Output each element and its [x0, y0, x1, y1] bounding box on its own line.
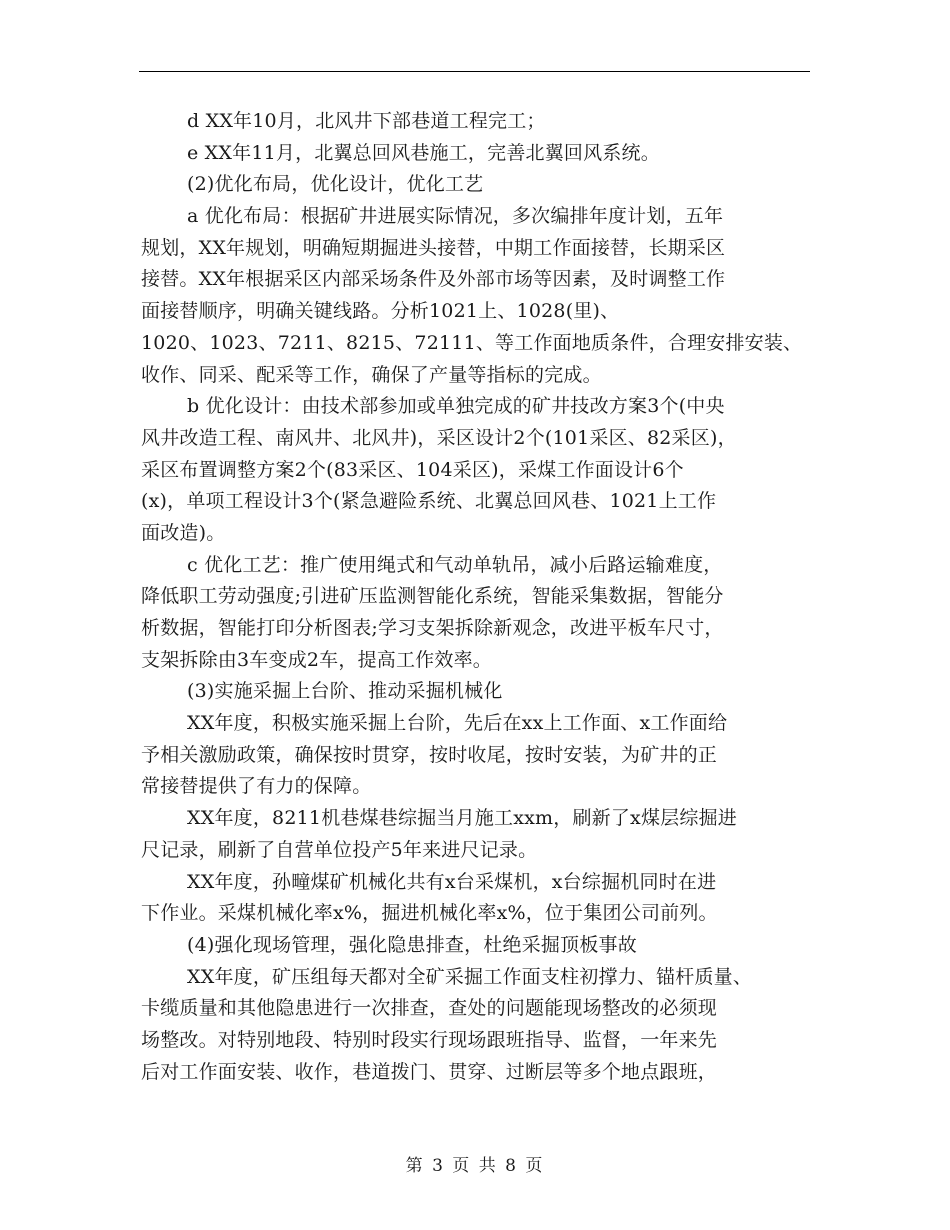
text-line: XX年度，积极实施采掘上台阶，先后在xx上工作面、x工作面给	[187, 712, 728, 735]
text-line: 尺记录，刷新了自营单位投产5年来进尺记录。	[141, 838, 538, 861]
text-line: 接替。XX年根据采区内部采场条件及外部市场等因素，及时调整工作	[141, 268, 726, 291]
text-line: 面接替顺序，明确关键线路。分析1021上、1028(里)、	[141, 300, 620, 323]
text-line: 采区布置调整方案2个(83采区、104采区)，采煤工作面设计6个	[141, 458, 684, 481]
text-line: XX年度，孙疃煤矿机械化共有x台采煤机，x台综掘机同时在进	[187, 870, 717, 893]
text-line: 析数据，智能打印分析图表;学习支架拆除新观念，改进平板车尺寸，	[141, 617, 724, 639]
text-line: 面改造)。	[141, 521, 226, 544]
text-line: 收作、同采、配采等工作，确保了产量等指标的完成。	[141, 363, 602, 386]
text-line: a 优化布局：根据矿井进展实际情况，多次编排年度计划，五年	[187, 205, 724, 228]
document-body	[141, 106, 813, 1088]
text-line: 下作业。采煤机械化率x%，掘进机械化率x%，位于集团公司前列。	[141, 902, 718, 925]
text-line: 降低职工劳动强度;引进矿压监测智能化系统，智能采集数据，智能分	[141, 585, 724, 608]
text-line: 后对工作面安装、收作，巷道拨门、贯穿、过断层等多个地点跟班，	[141, 1060, 718, 1083]
text-line: e XX年11月，北翼总回风巷施工，完善北翼回风系统。	[187, 141, 660, 164]
text-line: (2)优化布局，优化设计，优化工艺	[187, 173, 484, 196]
text-line: (3)实施采掘上台阶、推动采掘机械化	[187, 680, 503, 703]
text-line: 规划，XX年规划，明确短期掘进头接替，中期工作面接替，长期采区	[141, 236, 726, 259]
text-line: b 优化设计：由技术部参加或单独完成的矿井技改方案3个(中央	[187, 395, 725, 418]
text-line: 1020、1023、7211、8215、72111、等工作面地质条件，合理安排安装、	[141, 331, 803, 354]
text-line: XX年度，矿压组每天都对全矿采掘工作面支柱初撑力、锚杆质量、	[187, 965, 753, 988]
header-rule	[139, 71, 810, 72]
text-line: 风井改造工程、南风井、北风井)，采区设计2个(101采区、82采区)，	[141, 426, 737, 449]
text-line: 予相关激励政策，确保按时贯穿，按时收尾，按时安装，为矿井的正	[141, 743, 718, 766]
text-line: 支架拆除由3车变成2车，提高工作效率。	[141, 648, 492, 671]
text-line: 卡缆质量和其他隐患进行一次排查，查处的问题能现场整改的必须现	[141, 997, 718, 1020]
text-line: XX年度，8211机巷煤巷综掘当月施工xxm，刷新了x煤层综掘进	[187, 807, 737, 830]
text-line: c 优化工艺：推广使用绳式和气动单轨吊，减小后路运输难度，	[187, 553, 723, 576]
text-line: d XX年10月，北风井下部巷道工程完工；	[187, 110, 546, 132]
page-number: 第 3 页 共 8 页	[405, 1156, 545, 1176]
text-line: (4)强化现场管理，强化隐患排查，杜绝采掘顶板事故	[187, 933, 637, 956]
text-line: (x)，单项工程设计3个(紧急避险系统、北翼总回风巷、1021上工作	[141, 490, 717, 513]
text-line: 常接替提供了有力的保障。	[141, 775, 372, 798]
text-line: 场整改。对特别地段、特别时段实行现场跟班指导、监督，一年来先	[141, 1028, 718, 1051]
